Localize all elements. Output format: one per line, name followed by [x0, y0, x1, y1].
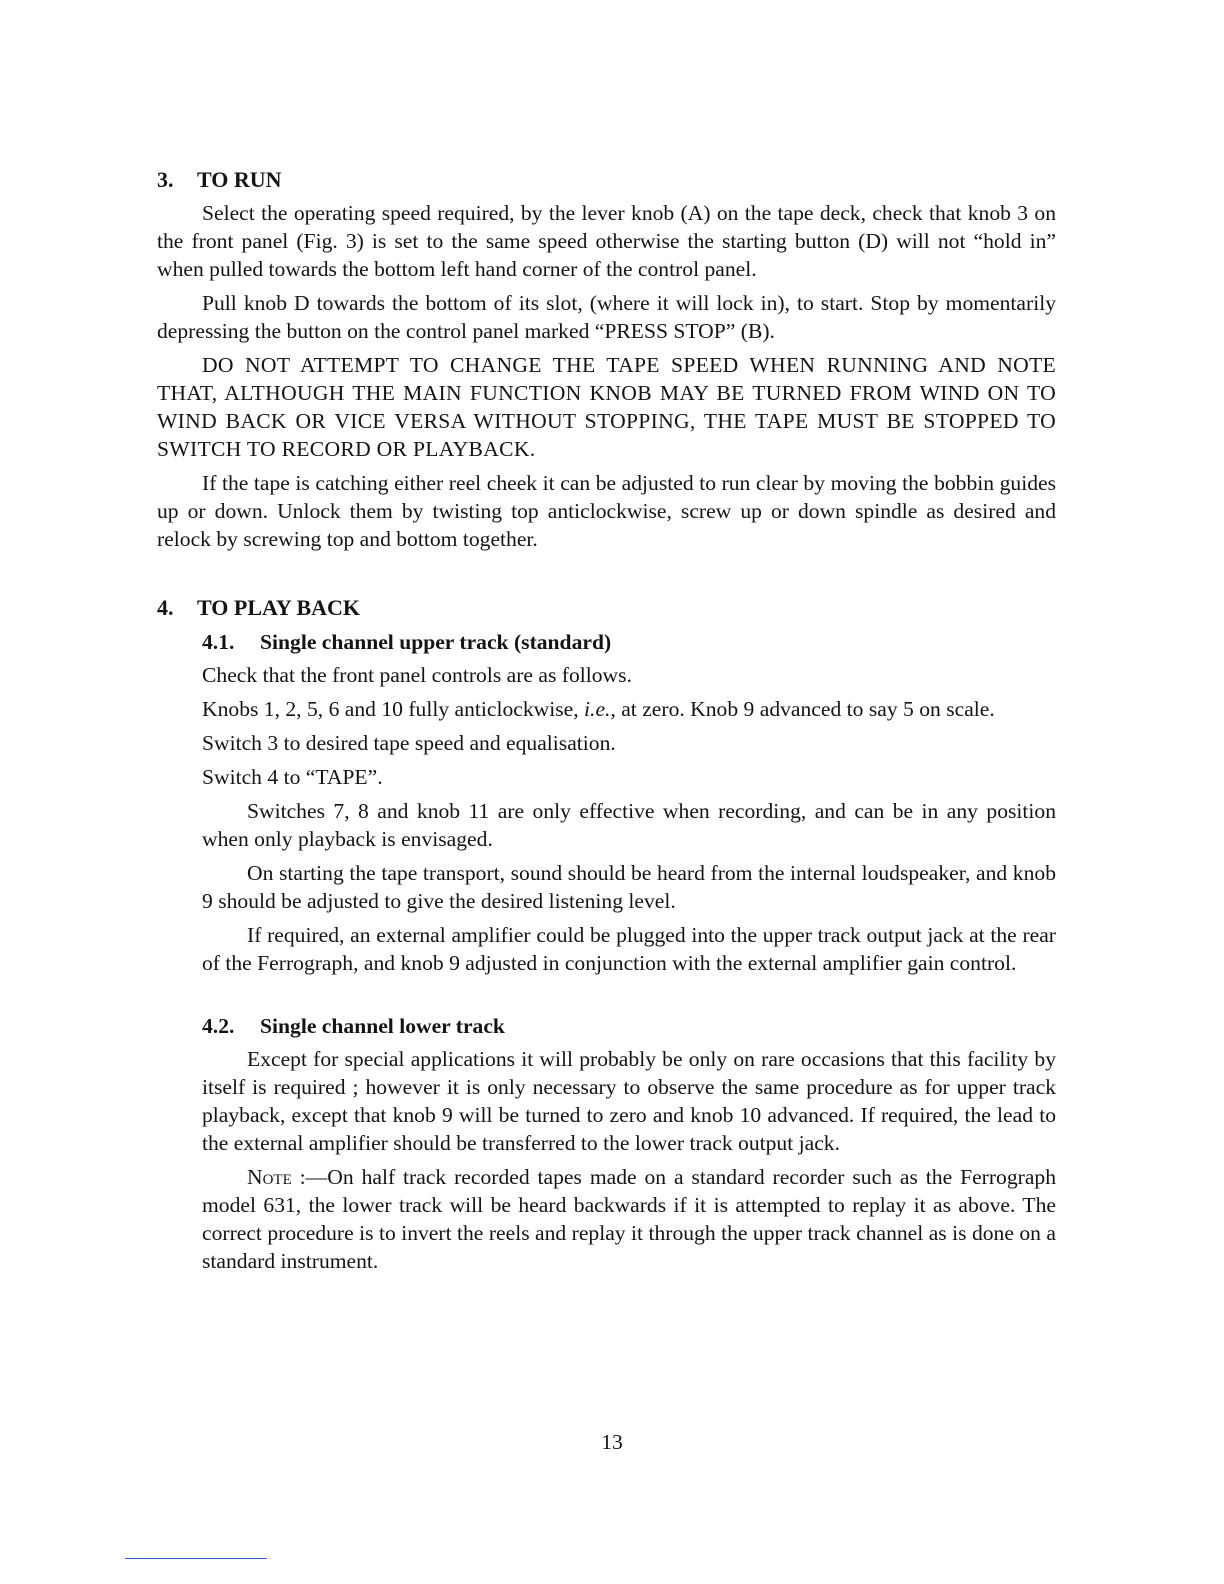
knobs-text-ie: i.e.,: [584, 697, 616, 721]
subsection-4-1-title-paren: (standard): [513, 630, 612, 654]
starting-paragraph: On starting the tape transport, sound should be heard from the internal loudspeaker, and knob 9 should be adjusted to give the desired listening level.: [202, 861, 1056, 913]
subsection-4-1-title: Single channel upper track: [260, 630, 509, 654]
section-3-paragraph-1: Select the operating speed required, by the lever knob (A) on the tape deck, check that knob 3 on the front panel (Fig. 3) is set to the same speed otherwise the starting button (D) will not “hold in” when pulled towards the bottom left hand corner of the control panel.: [157, 201, 1056, 281]
section-3-title: TO RUN: [197, 167, 282, 192]
lower-track-paragraph: Except for special applications it will probably be only on rare occasions that this facility by itself is required ; however it is only necessary to observe the same procedure as for upper track playback, except that knob 9 will be turned to zero and knob 10 advanced. If required, the lead to the external amplifier should be transferred to the lower track output jack.: [202, 1047, 1056, 1155]
section-4-heading: [157, 593, 1056, 623]
section-3-warning-paragraph: DO NOT ATTEMPT TO CHANGE THE TAPE SPEED WHEN RUNNING AND NOTE THAT, ALTHOUGH THE MAIN FUNCTION KNOB MAY BE TURNED FROM WIND ON TO WIND BACK OR VICE VERSA WITHOUT STOPPING, THE TAPE MUST BE STOPPED TO SWITCH TO RECORD OR PLAYBACK.: [157, 353, 1056, 461]
switch-4-instruction: Switch 4 to “TAPE”.: [202, 765, 383, 789]
note-lead: Note :: [247, 1165, 306, 1189]
controls-intro: Check that the front panel controls are as follows.: [202, 663, 632, 687]
section-3-heading: [157, 165, 1056, 195]
subsection-4-2-heading: [157, 1011, 1056, 1041]
switches-7-8-paragraph: Switches 7, 8 and knob 11 are only effective when recording, and can be in any position when only playback is envisaged.: [202, 799, 1056, 851]
switch-3-instruction: Switch 3 to desired tape speed and equalisation.: [202, 731, 616, 755]
subsection-4-2-number: 4.2.: [202, 1014, 235, 1038]
subsection-4-1-body: [157, 661, 1056, 977]
page-number: 13: [601, 1430, 623, 1454]
section-4-title: TO PLAY BACK: [197, 595, 361, 620]
subsection-4-1-heading: [157, 627, 1056, 657]
section-3-number: 3.: [157, 167, 174, 192]
knobs-instruction: [202, 695, 1056, 723]
subsection-4-2-body: [202, 1045, 1056, 1275]
section-4-number: 4.: [157, 595, 174, 620]
section-3-paragraph-4: If the tape is catching either reel cheek it can be adjusted to run clear by moving the bobbin guides up or down. Unlock them by twisting top anticlockwise, screw up or down spindle as desired and relock by screwing top and bottom together.: [157, 471, 1056, 551]
knobs-text-b: at zero. Knob 9 advanced to say 5 on scale.: [615, 697, 995, 721]
external-amplifier-paragraph: If required, an external amplifier could be plugged into the upper track output jack at the rear of the Ferrograph, and knob 9 adjusted in conjunction with the external amplifier gain control.: [202, 923, 1056, 975]
footnote-rule: [125, 1558, 267, 1559]
subsection-4-1-number: 4.1.: [202, 630, 235, 654]
subsection-4-2-title: Single channel lower track: [260, 1014, 505, 1038]
page-body: [157, 165, 1056, 1275]
section-3-paragraph-2: Pull knob D towards the bottom of its slot, (where it will lock in), to start. Stop by momentarily depressing the button on the control panel marked “PRESS STOP” (B).: [157, 291, 1056, 343]
note-paragraph: [157, 1163, 1056, 1275]
knobs-text-a: Knobs 1, 2, 5, 6 and 10 fully anticlockwise,: [202, 697, 585, 721]
note-text: —On half track recorded tapes made on a standard recorder such as the Ferrograph model 631, the lower track will be heard backwards if it is attempted to replay it as above. The correct procedure is to invert the reels and replay it through the upper track channel as is done on a standard instrument.: [202, 1165, 1057, 1273]
